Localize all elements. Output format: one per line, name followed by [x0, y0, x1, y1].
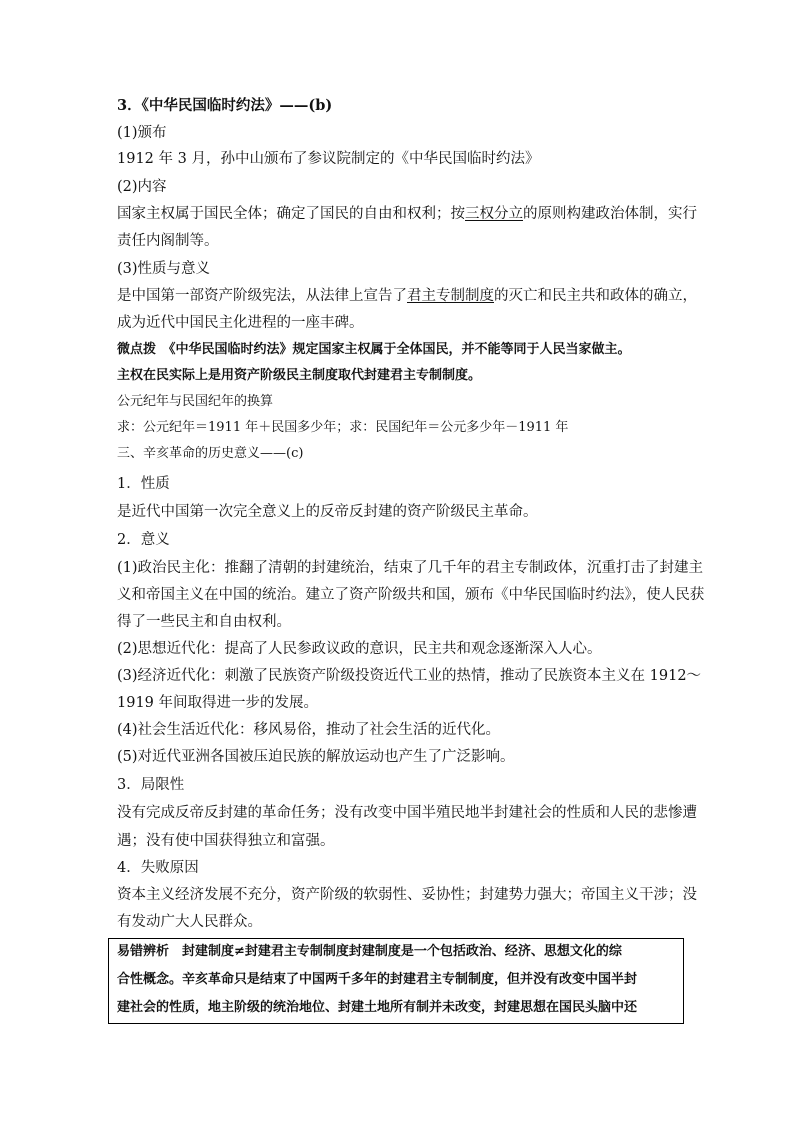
conversion-text: 求：公元纪年＝1911 年＋民国多少年；求：民国纪年＝公元多少年－1911 年 [117, 420, 569, 435]
p2-item1-line1: (1)政治民主化：推翻了清朝的封建统治，结束了几千年的君主专制政体，沉重打击了封建主 [117, 560, 704, 576]
p2-item2: (2)思想近代化：提高了人民参政议政的意识，民主共和观念逐渐深入人心。 [117, 641, 602, 657]
p2-item5: (5)对近代亚洲各国被压迫民族的解放运动也产生了广泛影响。 [117, 749, 515, 765]
sub3-line1: 是中国第一部资产阶级宪法，从法律上宣告了君主专制制度的灭亡和民主共和政体的确立， [117, 288, 697, 304]
underlined-term: 三权分立 [465, 206, 523, 222]
p3-title: 3．局限性 [117, 777, 185, 793]
p4-line1: 资本主义经济发展不充分，资产阶级的软弱性、妥协性；封建势力强大；帝国主义干涉；没 [117, 887, 697, 903]
sub1-title: (1)颁布 [117, 125, 167, 141]
p2-item4: (4)社会生活近代化：移风易俗，推动了社会生活的近代化。 [117, 722, 501, 738]
p3-line2: 遇；没有使中国获得独立和富强。 [117, 833, 335, 849]
underlined-term: 君主专制制度 [407, 288, 494, 304]
p3-line1: 没有完成反帝反封建的革命任务；没有改变中国半殖民地半封建社会的性质和人民的悲惨遭 [117, 805, 697, 821]
p4-title: 4．失败原因 [117, 860, 199, 876]
box-line1: 易错辨析 封建制度≠封建君主专制制度封建制度是一个包括政治、经济、思想文化的综 [117, 944, 622, 959]
sub3-line2: 成为近代中国民主化进程的一座丰碑。 [117, 315, 364, 331]
p1-title: 1．性质 [117, 476, 170, 492]
tip-line1: 微点拨 《中华民国临时约法》规定国家主权属于全体国民，并不能等同于人民当家做主。 [117, 342, 631, 357]
sub3-title: (3)性质与意义 [117, 261, 211, 277]
sub1-text: 1912 年 3 月，孙中山颁布了参议院制定的《中华民国临时约法》 [117, 151, 540, 167]
p2-item1-line2: 义和帝国主义在中国的统治。建立了资产阶级共和国，颁布《中华民国临时约法》，使人民获 [117, 587, 705, 603]
error-analysis-box [108, 938, 684, 1024]
p2-item3-line1: (3)经济近代化：刺激了民族资产阶级投资近代工业的热情，推动了民族资本主义在 1912～ [117, 668, 702, 684]
p1-text: 是近代中国第一次完全意义上的反帝反封建的资产阶级民主革命。 [117, 504, 538, 520]
p4-line2: 有发动广大人民群众。 [117, 914, 262, 930]
conversion-title: 公元纪年与民国纪年的换算 [117, 394, 274, 409]
p2-item1-line3: 得了一些民主和自由权利。 [117, 614, 291, 630]
tip-line2: 主权在民实际上是用资产阶级民主制度取代封建君主专制制度。 [117, 368, 482, 383]
box-line2: 合性概念。辛亥革命只是结束了中国两千多年的封建君主专制制度，但并没有改变中国半封 [117, 972, 638, 987]
box-line3: 建社会的性质，地主阶级的统治地位、封建土地所有制并未改变，封建思想在国民头脑中还 [117, 1000, 638, 1015]
sub2-line2: 责任内阁制等。 [117, 233, 219, 249]
sub2-line1: 国家主权属于国民全体；确定了国民的自由和权利；按三权分立的原则构建政治体制，实行 [117, 206, 697, 222]
section3-heading: 3．《中华民国临时约法》——(b) [117, 97, 333, 114]
p2-item3-line2: 1919 年间取得进一步的发展。 [117, 695, 319, 711]
p2-title: 2．意义 [117, 532, 170, 548]
sub2-title: (2)内容 [117, 179, 167, 195]
part3-heading: 三、辛亥革命的历史意义——(c) [117, 446, 304, 461]
